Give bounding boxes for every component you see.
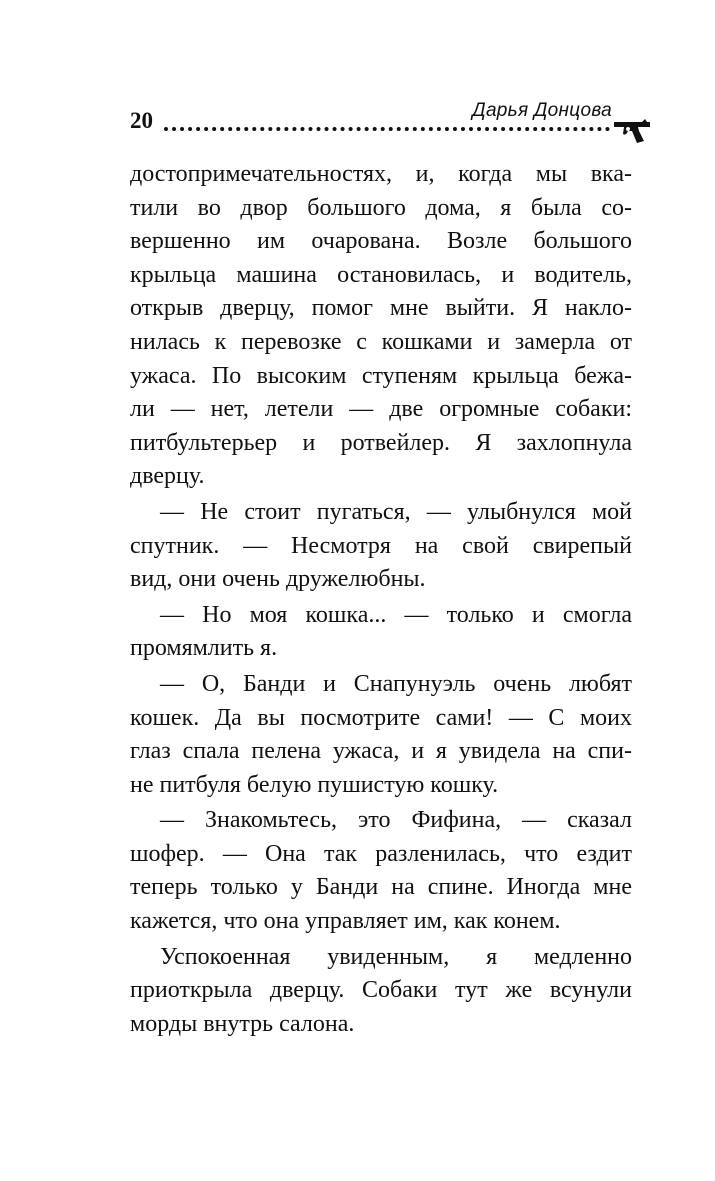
text-line: не питбуля белую пушистую кошку. [130,771,499,798]
text-line: питбультерьер и ротвейлер. Я захлопнула [130,429,632,456]
running-header [130,100,652,150]
text-line: Успокоенная увиденным, я медленно [160,943,632,970]
text-line: шофер. — Она так разленилась, что ездит [130,840,632,867]
text-line: кошек. Да вы посмотрите сами! — С моих [130,704,632,731]
page-body-text [130,158,632,1041]
text-line: тили во двор большого дома, я была со- [130,194,632,221]
text-line: промямлить я. [130,635,278,662]
text-line: — О, Банди и Снапунуэль очень любят [160,670,632,697]
text-line: приоткрыла дверцу. Собаки тут же всунули [130,977,632,1004]
text-line: вид, они очень дружелюбны. [130,566,426,593]
page-number: 20 [130,108,153,133]
text-line: глаз спала пелена ужаса, и я увидела на спи- [130,738,632,765]
text-line: кажется, что она управляет им, как конем. [130,908,561,935]
text-line: — Но моя кошка... — только и смогла [160,601,632,628]
text-line: ужаса. По высоким ступеням крыльца бежа- [130,362,632,389]
text-line: дверцу. [130,463,205,490]
text-line: — Не стоит пугаться, — улыбнулся мой [160,498,632,525]
text-line: нилась к перевозке с кошками и замерла от [130,328,632,355]
text-line: — Знакомьтесь, это Фифина, — сказал [160,807,632,834]
dotted-leader [164,127,610,131]
text-line: ли — нет, летели — две огромные собаки: [130,396,632,423]
pistol-icon [612,114,652,146]
author-name: Дарья Донцова [472,100,612,121]
text-line: теперь только у Банди на спине. Иногда мне [130,874,632,901]
text-line: крыльца машина остановилась, и водитель, [130,261,632,288]
text-line: морды внутрь салона. [130,1010,355,1037]
text-line: открыв дверцу, помог мне выйти. Я накло- [130,295,632,322]
text-line: спутник. — Несмотря на свой свирепый [130,532,632,559]
text-line: вершенно им очарована. Возле большого [130,228,632,255]
text-line: достопримечательностях, и, когда мы вка- [130,161,632,187]
